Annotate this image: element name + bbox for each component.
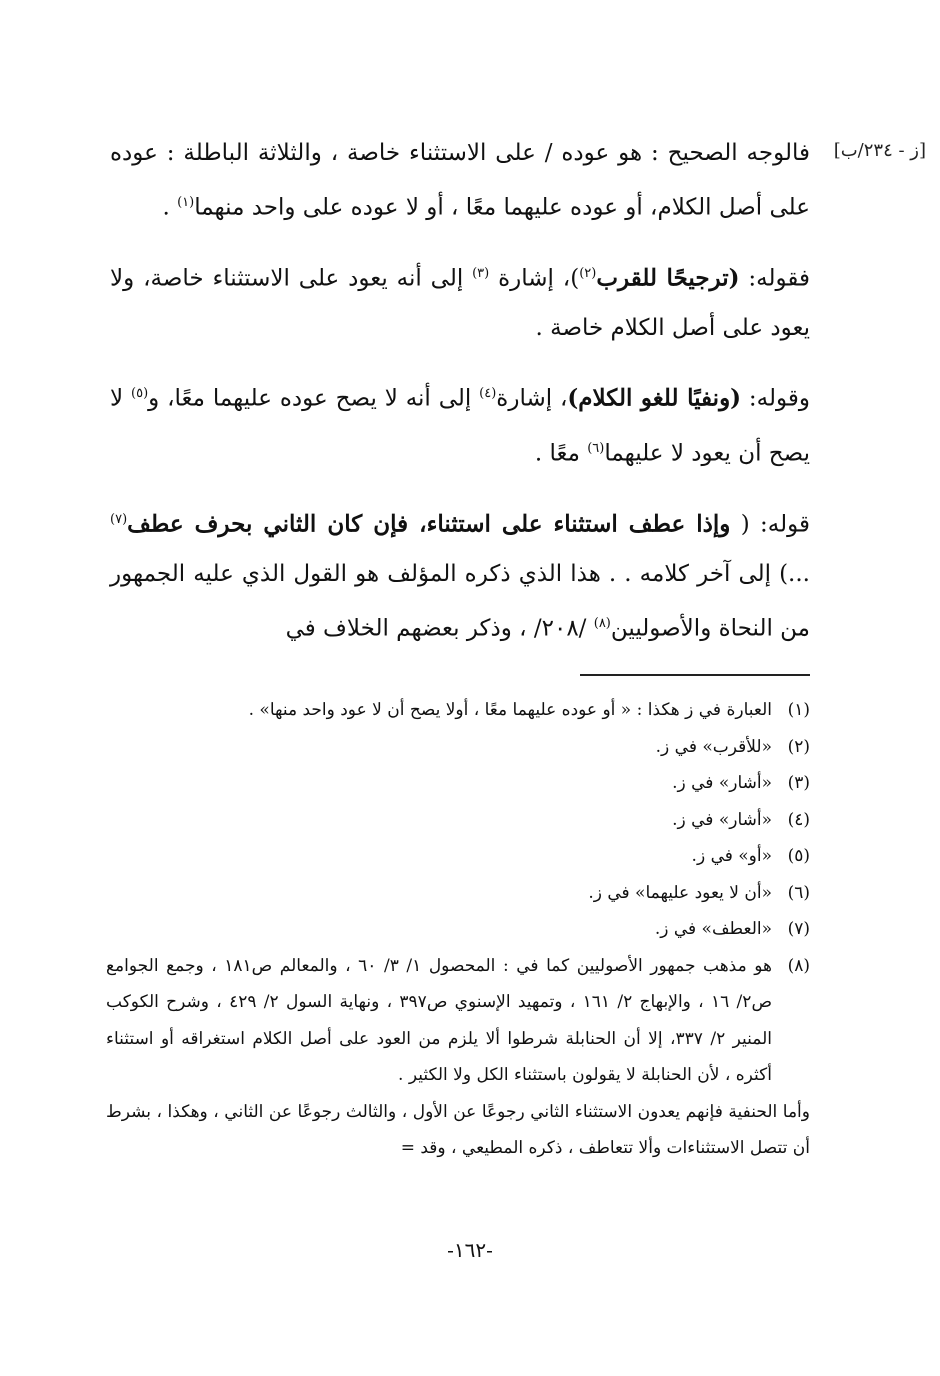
footnote [106,948,810,1094]
footnote-marker: (٣) [472,265,490,281]
footnote-number: (٨) [787,955,810,976]
footnote-continuation: وأما الحنفية فإنهم يعدون الاستثناء الثاني رجوعًا عن الأول ، والثالث رجوعًا عن الثاني ، وهكذا ، بشرط أن تتصل الاستثناءات وألا تتعاطف ، ذكره المطيعي ، وقد = [106,1101,810,1158]
footnote-number: (٤) [787,809,810,830]
footnote-number: (٣) [787,773,810,793]
text-run: معًا . [534,440,588,467]
footnote [106,802,810,839]
footnote-marker: (٧) [110,511,128,527]
paragraph [110,369,810,478]
footnote [106,838,810,875]
footnote [106,765,810,802]
text-run: وقوله: [741,385,811,412]
footnote [106,692,810,729]
footnote-number: (٦) [787,882,810,903]
paragraph [110,495,810,654]
footnote [106,911,810,948]
text-run: . [162,194,178,221]
text-run: ...) إلى آخر كلامه . . هذا الذي ذكره المؤلف هو القول الذي عليه الجمهور من النحاة والأصوليين [110,561,810,642]
main-text [110,128,810,670]
footnote-text: العبارة في ز هكذا : « أو عوده عليهما معًا ، أولا يصح أن لا عود واحد منها» . [248,700,772,720]
footnote-text: «أن لا يعود عليهما» في ز. [588,882,772,903]
text-run: لا يصح أن يعود لا عليهما [110,385,810,467]
text-run: فقوله: [739,265,810,292]
paragraph [110,128,810,233]
text-run: إلى أنه لا يصح عوده عليهما معًا، و [148,385,480,412]
text-run: قوله: ( [730,511,810,538]
paragraph [110,249,810,354]
quoted-matn-text: (ترجيحًا للقرب [596,264,740,292]
footnote-text: «أشار» في ز. [672,773,772,793]
page-number: -١٦٢- [447,1238,493,1262]
footnote-text: هو مذهب جمهور الأصوليين كما في : المحصول ١/ ٣/ ٦٠ ، والمعالم ص١٨١ ، وجمع الجوامع ص٢/ ١٦ ، والإبهاج ٢/ ١٦١ ، وتمهيد الإسنوي ص٣٩٧ ، ونهاية السول ٢/ ٤٢٩ ، وشرح الكوكب المنير ٢/ ٣٣٧، إلا أن الحنابلة شرطوا ألا يلزم من العود على أصل الكلام استغراقه أو استثناء أكثره ، لأن الحنابلة لا يقولون باستثناء الكل ولا الكثير . [106,955,773,1085]
footnote-text: «للأقرب» في ز. [655,736,772,757]
footnote-number: (٧) [787,919,810,939]
footnote-marker: (٤) [479,386,497,402]
footnote-number: (١) [787,700,810,720]
footnotes [106,692,810,1167]
footnote-number: (٢) [787,736,810,757]
text-run: ، إشارة [496,385,568,412]
footnote-marker: (٦) [587,440,605,456]
footnote [106,875,810,912]
quoted-matn-text: (ونفيًا للغو الكلام) [567,384,742,412]
footnote-marker: (١) [177,195,195,210]
text-run: /٢٠٨/ ، وذكر بعضهم الخلاف في [285,615,594,642]
footnote-text: «أو» في ز. [691,846,772,866]
text-run: )، إشارة [489,265,580,292]
manuscript-margin-reference: [ز - ٢٣٤/ب] [833,140,926,161]
footnote-list [106,692,810,1094]
footnote-separator [580,674,810,676]
footnote-number: (٥) [787,846,810,866]
footnote-text: «أشار» في ز. [672,809,772,830]
footnote-marker: (٨) [593,616,611,632]
footnote-text: «العطف» في ز. [654,919,772,939]
text-run: إلى أنه يعود على الاستثناء خاصة، ولا يعود على أصل الكلام خاصة . [110,265,810,342]
footnote-marker: (٥) [131,386,149,402]
footnote-marker: (٢) [579,265,597,281]
quoted-matn-text: وإذا عطف استثناء على استثناء، فإن كان الثاني بحرف عطف [127,510,731,538]
text-run: فالوجه الصحيح : هو عوده / على الاستثناء خاصة ، والثلاثة الباطلة : عوده على أصل الكلام، أو عوده عليهما معًا ، أو لا عوده على واحد منهما [110,140,810,221]
footnote [106,729,810,766]
